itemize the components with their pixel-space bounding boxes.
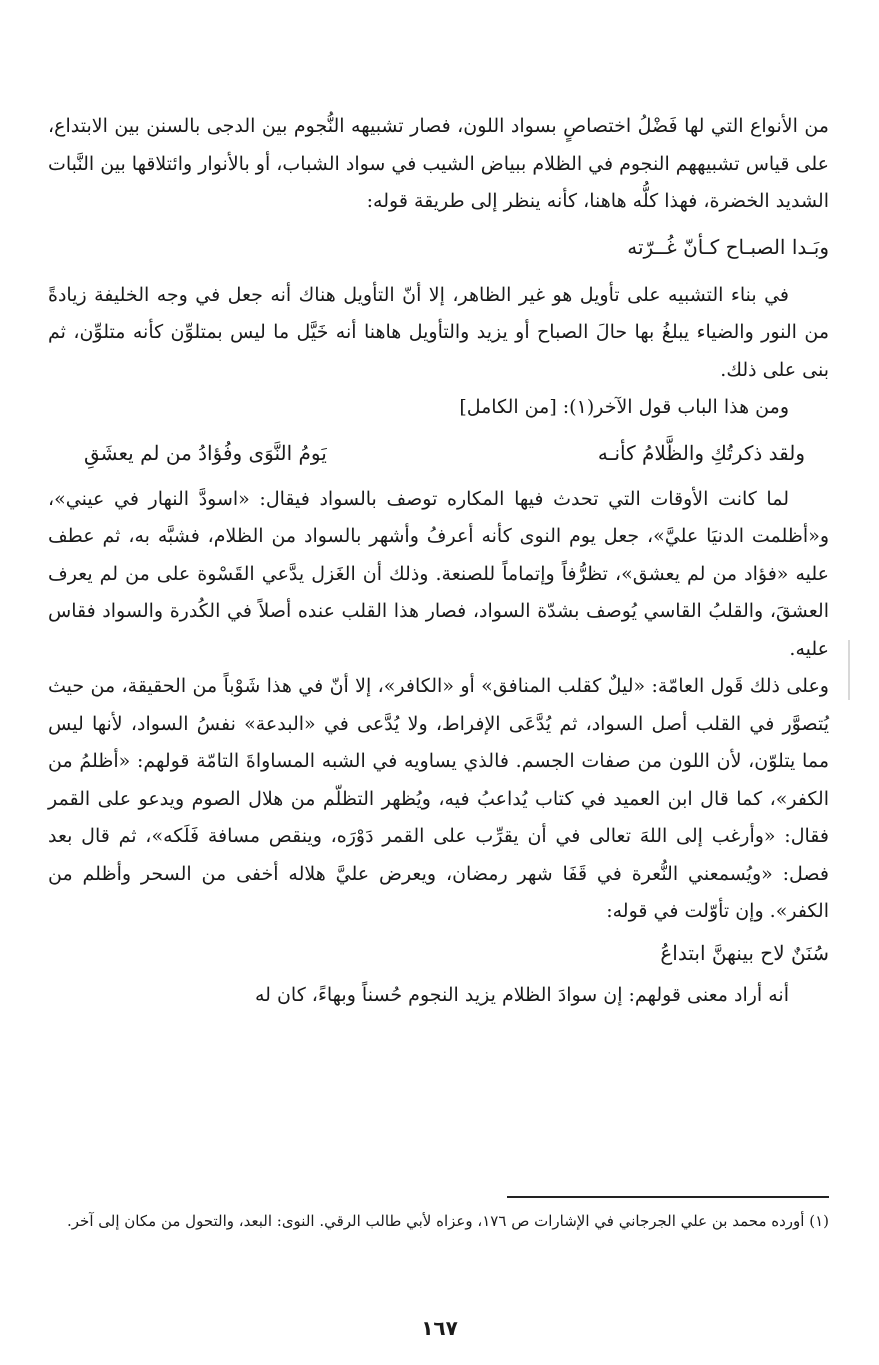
main-text [48,108,829,1014]
verse-couplet [48,431,829,475]
paragraph-closing: أنه أراد معنى قولهم: إن سوادَ الظلام يزيد النجوم حُسناً وبهاءً، كان له [254,983,789,1006]
verse-line-dawn: وبَـدا الصبـاح كـأنّ غُــرّته [627,234,829,259]
verse-line-sunan: سُنَنٌ لاح بينهنَّ ابتداعُ [660,940,829,965]
verse-second-hemistich: يَومُ النَّوَى وفُؤادُ من لم يعشَقِ [84,440,327,465]
scan-edge-mark [848,640,850,700]
paragraph-source-intro: ومن هذا الباب قول الآخر(١): [من الكامل] [459,396,789,418]
paragraph-opening: من الأنواع التي لها فَضْلُ اختصاصٍ بسواد اللون، فصار تشبيهه النُّجوم بين الدجى بالسنن بين الابتداع، على قياس تشبيههم النجوم في الظلام ببياض الشيب في سواد الشباب، أو بالأنوار وائتلاقها بين النَّبات الشديد الخضرة، فهذا كلُّه هاهنا، كأنه ينظر إلى طريقة قوله: [48,115,829,212]
footnote-divider [507,1196,829,1198]
footnote-1: (١) أورده محمد بن علي الجرجاني في الإشارات ص ١٧٦، وعزاه لأبي طالب الرقي. النوى: البعد، والتحول من مكان إلى آخر. [67,1212,829,1230]
page-number: ١٦٧ [421,1316,458,1340]
footnote-area [48,1208,829,1235]
paragraph-times-of-hardship: لما كانت الأوقات التي تحدث فيها المكاره توصف بالسواد فيقال: «اسودَّ النهار في عيني»، و«أظلمت الدنيَا عليَّ»، جعل يوم النوى كأنه أعرفُ وأشهر بالسواد من الظلام، فشبَّه به، ثم عطف عليه «فؤاد من لم يعشق»، تظرُّفاً وإتماماً للصنعة. وذلك أن الغَزل يدَّعي القَسْوة على من لم يعرف العشقَ، والقلبُ القاسي يُوصف بشدّة السواد، فصار هذا القلب عنده أصلاً في الكُدرة والسواد فقاس عليه. [48,487,829,660]
paragraph-common-saying: وعلى ذلك قَول العامّة: «ليلٌ كقلب المنافق» أو «الكافر»، إلا أنّ في هذا شَوْباً من الحقيقة، من حيث يُتصوَّر في القلب أصل السواد، ثم يُدَّعَى الإفراط، ولا يُدَّعى في «البدعة» نفسُ السواد، لأنها ليس مما يتلوّن، لأن اللون من صفات الجسم. فالذي يساويه في الشبه المساواةَ التامّة قولهم: «أظلمُ من الكفر»، كما قال ابن العميد في كتاب يُداعبُ فيه، ويُظهر التظلّم من هلال الصوم ويدعو على القمر فقال: «وأرغب إلى اللهَ تعالى في أن يقرِّب على القمر دَوْرَه، وينقص مسافة فَلَكه»، ثم قال بعد فصل: «ويُسمعني النُّعرة في قَفَا شهر رمضان، ويعرض عليَّ هلاله أخفى من السحر وأظلم من الكفر». وإن تأوّلت في قوله: [48,675,830,922]
paragraph-interpretation: في بناء التشبيه على تأويل هو غير الظاهر، إلا أنّ التأويل هناك أنه جعل في وجه الخليفة زيادةً من النور والضياء يبلغُ بها حالَ الصباح أو يزيد والتأويل هاهنا أنه خَيَّل ما ليس بمتلوِّن كأنه متلوِّن، ثم بنى على ذلك. [48,283,829,381]
verse-first-hemistich: ولقد ذكرتُكِ والظَّلامُ كأنـه [597,440,805,465]
